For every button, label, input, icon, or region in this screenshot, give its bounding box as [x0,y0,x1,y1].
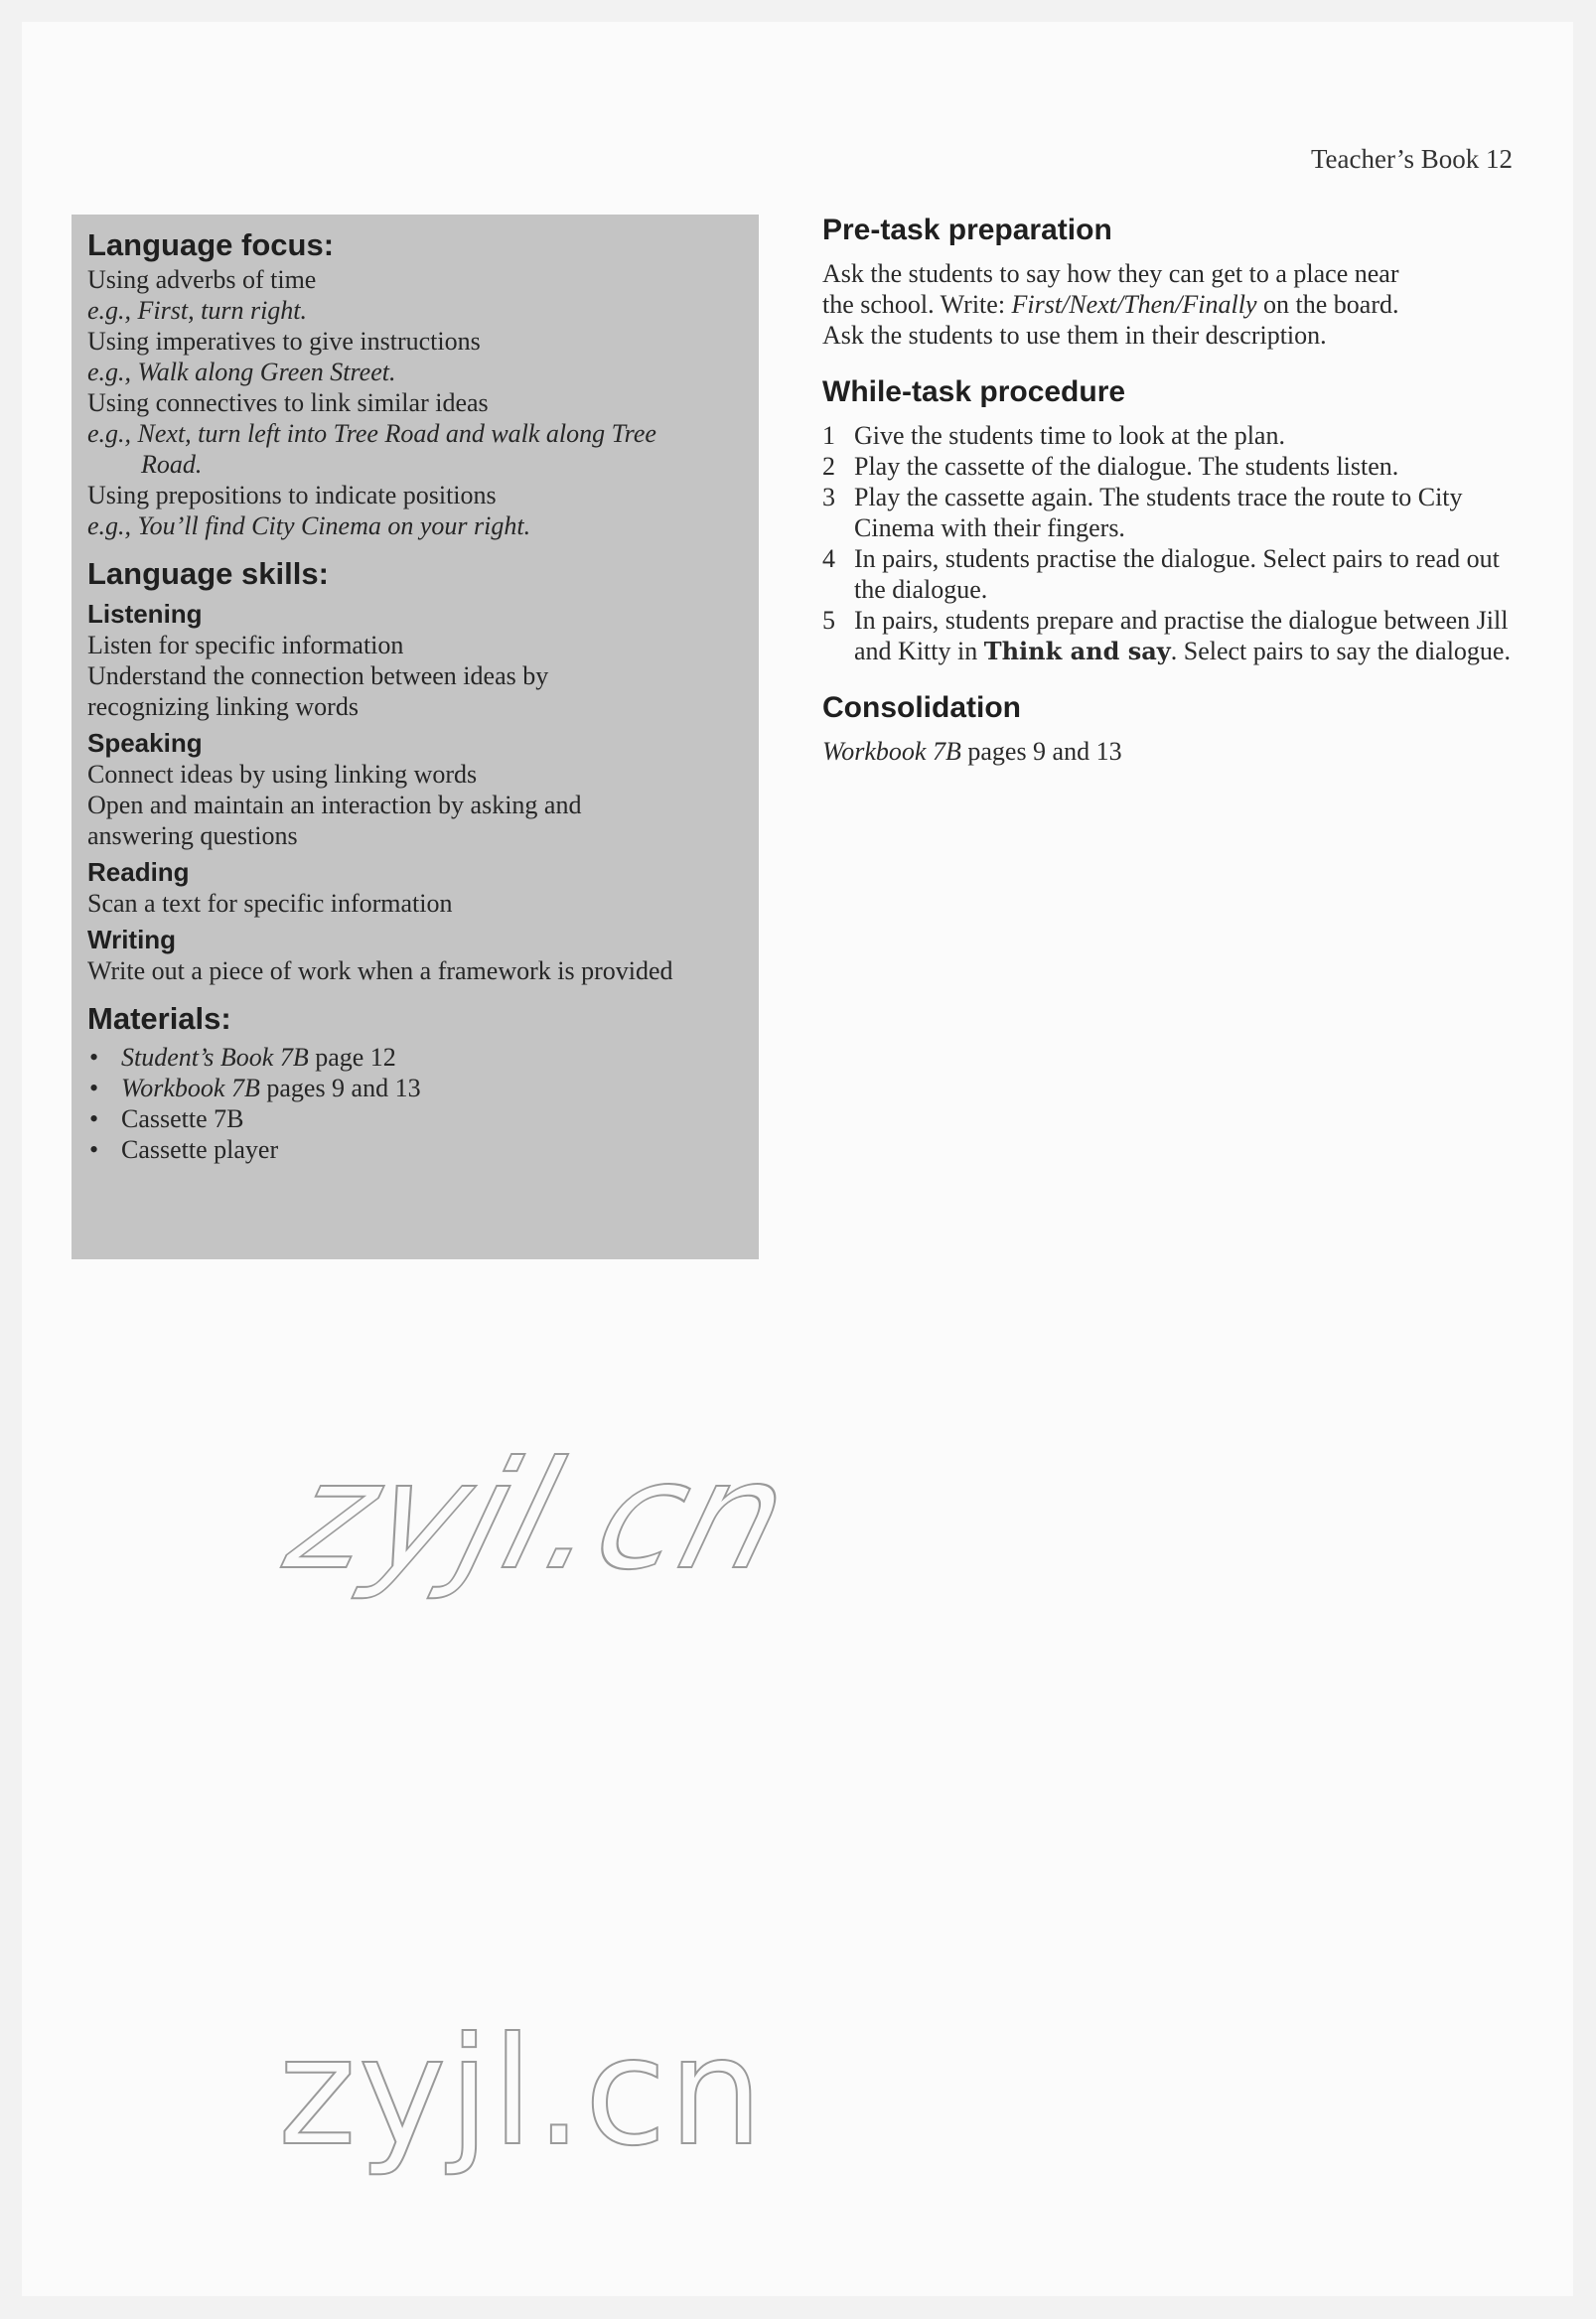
materials-item: • Cassette player [87,1134,741,1165]
focus-example: e.g., Next, turn left into Tree Road and walk along Tree [87,419,656,448]
materials-item: • Workbook 7B pages 9 and 13 [87,1073,741,1103]
focus-line: Using adverbs of time [87,265,317,294]
pre-task-section [822,211,1537,351]
skill-line: Listen for specific information [87,631,404,659]
materials-list [87,1042,741,1165]
skill-line: Connect ideas by using linking words [87,760,478,789]
writing-skill [87,925,741,986]
procedure-step: 4 In pairs, students practise the dialogue. Select pairs to read out the dialogue. [822,544,1500,604]
procedure-steps [822,420,1537,666]
writing-title: Writing [87,925,177,954]
pre-task-line: Ask the students to use them in their description. [822,321,1327,350]
focus-line: Using prepositions to indicate positions [87,481,497,509]
language-skills-title: Language skills: [87,556,329,591]
materials-title: Materials: [87,1001,231,1036]
focus-example: e.g., Walk along Green Street. [87,358,396,386]
materials-item: • Student’s Book 7B page 12 [87,1042,741,1073]
watermark: zyjl.cn [257,1430,825,1603]
reading-title: Reading [87,857,190,887]
reading-skill [87,857,741,919]
consolidation-line: Workbook 7B pages 9 and 13 [822,737,1122,766]
listening-skill [87,599,741,722]
focus-example: e.g., You’ll find City Cinema on your right. [87,511,531,540]
skill-line: answering questions [87,821,298,850]
speaking-title: Speaking [87,728,203,758]
skill-line: Understand the connection between ideas by [87,661,549,690]
lesson-overview-box [72,215,759,1259]
while-task-title: While-task procedure [822,375,1126,408]
speaking-skill [87,728,741,851]
consolidation-section [822,688,1537,767]
focus-example: e.g., First, turn right. [87,296,308,325]
listening-title: Listening [87,599,203,629]
procedure-column [822,211,1537,789]
skill-line: Open and maintain an interaction by asking and [87,791,582,819]
skill-line: Scan a text for specific information [87,889,453,918]
consolidation-title: Consolidation [822,691,1021,724]
language-skills-section [87,555,741,986]
procedure-step: 5 In pairs, students prepare and practise the dialogue between Jill and Kitty in Think and say. Select pairs to say the dialogue. [822,606,1511,665]
pre-task-title: Pre-task preparation [822,214,1112,246]
materials-item: • Cassette 7B [87,1103,741,1134]
language-focus-title: Language focus: [87,227,335,262]
focus-line: Using connectives to link similar ideas [87,388,489,417]
page-header: Teacher’s Book 12 [1310,144,1513,174]
materials-section [87,1000,741,1165]
focus-line: Using imperatives to give instructions [87,327,481,356]
procedure-step: 1 Give the students time to look at the plan. [822,421,1285,450]
procedure-step: 2 Play the cassette of the dialogue. The students listen. [822,452,1399,481]
skill-line: recognizing linking words [87,692,359,721]
watermark: zyjl.cn [278,2006,766,2179]
while-task-section [822,372,1537,666]
pre-task-line: Ask the students to say how they can get to a place near [822,259,1399,288]
procedure-step: 3 Play the cassette again. The students trace the route to City Cinema with their fingers. [822,483,1463,542]
focus-example-cont: Road. [141,450,203,479]
language-focus-section [87,226,741,541]
skill-line: Write out a piece of work when a framework is provided [87,956,673,985]
pre-task-line: the school. Write: First/Next/Then/Finally on the board. [822,290,1399,319]
